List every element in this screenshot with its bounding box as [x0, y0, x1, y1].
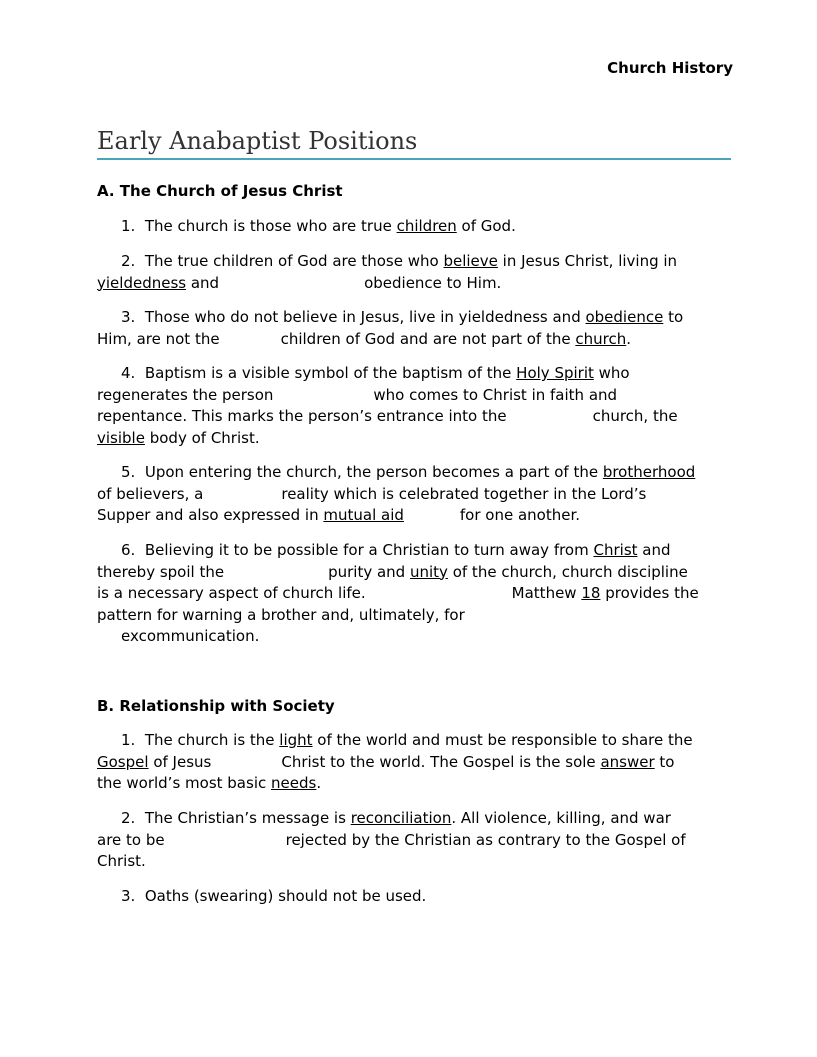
section-a-item-6: 6. Believing it to be possible for a Christian to turn away from Christ and thereby spoil the purity and unity of the church, church discipline is a necessary aspect of church life. Matthew 18 provides the pattern for warning a brother and, ultimately, for excommunication. [97, 541, 699, 645]
blank-answer: obedience [585, 308, 664, 326]
blank-answer: Christ [593, 541, 638, 559]
blank-answer: mutual aid [323, 506, 404, 524]
running-header: Church History [607, 59, 733, 77]
blank-answer: Gospel [97, 752, 149, 771]
blank-answer: visible [97, 428, 145, 447]
section-b-item-1: 1. The church is the light of the world and must be responsible to share the Gospel of Jesus Christ to the world. The Gospel is the sole answer to the world’s most basic needs. [97, 731, 693, 792]
section-a-item-1: 1. The church is those who are true children of God. [121, 217, 516, 235]
document-title: Early Anabaptist Positions [97, 126, 731, 160]
blank-answer: Holy Spirit [516, 364, 594, 382]
section-a-item-2: 2. The true children of God are those who believe in Jesus Christ, living in yieldedness and obedience to Him. [97, 252, 678, 292]
section-b-heading: B. Relationship with Society [97, 697, 335, 715]
section-b-item-2: 2. The Christian’s message is reconciliation. All violence, killing, and war are to be rejected by the Christian as contrary to the Gospel of Christ. [97, 809, 686, 870]
blank-answer: children [396, 217, 457, 235]
section-a-heading: A. The Church of Jesus Christ [97, 182, 343, 200]
blank-answer: answer [600, 752, 655, 771]
blank-answer: brotherhood [602, 463, 696, 481]
section-a-item-4: 4. Baptism is a visible symbol of the baptism of the Holy Spirit who regenerates the person who comes to Christ in faith and repentance. This marks the person’s entrance into the church, the visible body of Christ. [97, 364, 678, 447]
blank-answer: church [575, 329, 627, 348]
blank-answer: light [279, 731, 313, 749]
section-b-item-3: 3. Oaths (swearing) should not be used. [121, 887, 427, 905]
section-a-item-5: 5. Upon entering the church, the person becomes a part of the brotherhood of believers, a reality which is celebrated together in the Lord’s Supper and also expressed in mutual aid for one another. [97, 463, 696, 524]
blank-answer: reconciliation [350, 809, 452, 827]
blank-answer: needs [271, 774, 317, 792]
section-a-item-3: 3. Those who do not believe in Jesus, live in yieldedness and obedience to Him, are not the children of God and are not part of the church. [97, 308, 684, 348]
blank-answer: 18 [581, 584, 601, 602]
blank-answer: unity [409, 562, 448, 581]
blank-answer: believe [443, 252, 498, 270]
blank-answer: yieldedness [97, 273, 187, 292]
